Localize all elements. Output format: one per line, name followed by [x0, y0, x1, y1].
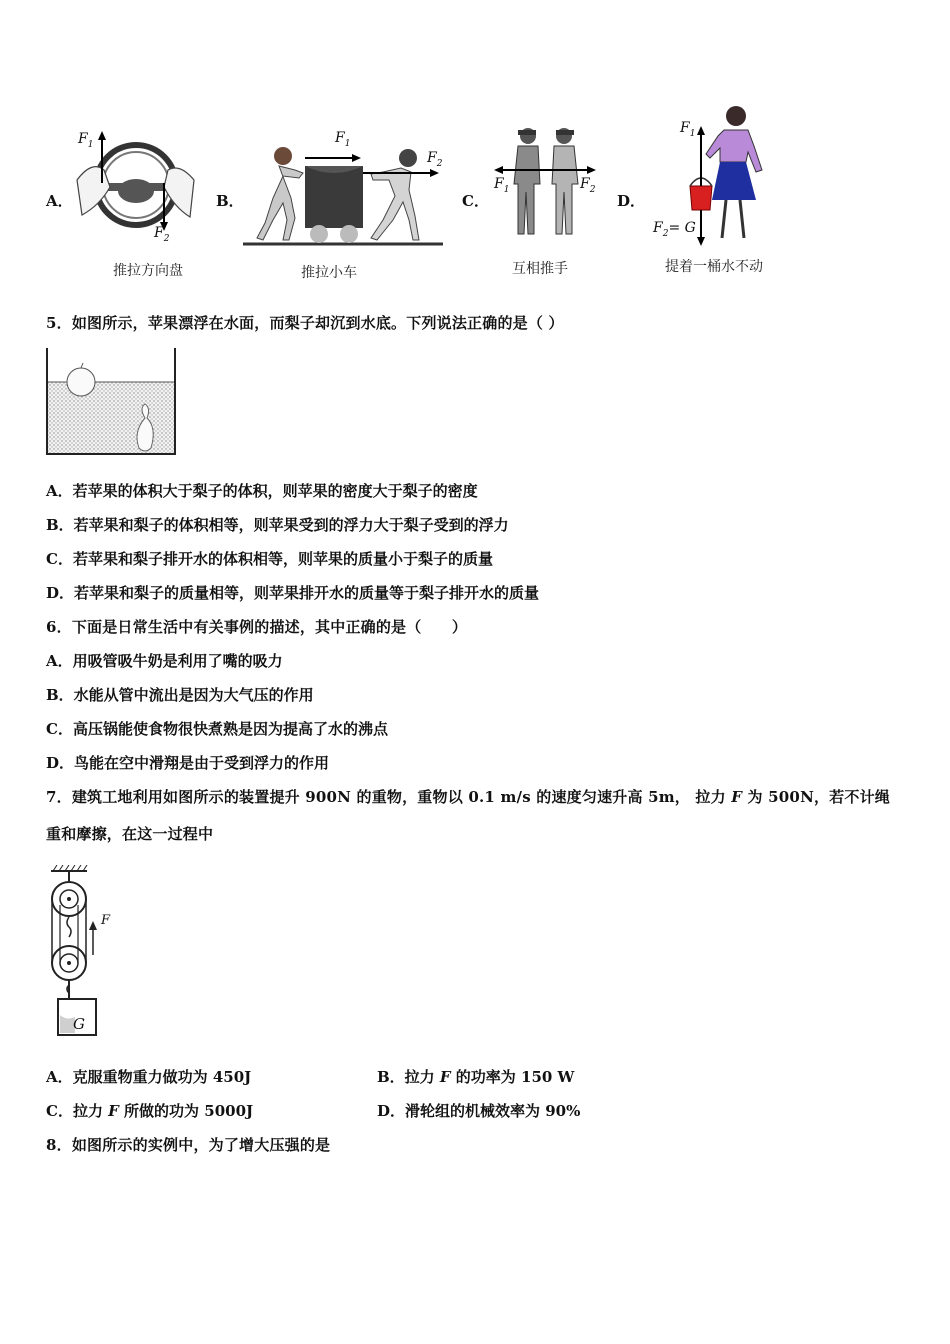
label-f1: $F_1$ [494, 176, 510, 195]
q6-option-b: B．水能从管中流出是因为大气压的作用 [46, 686, 314, 704]
question-7-stem-line1: 7．建筑工地利用如图所示的装置提升 900N 的重物，重物以 0.1 m/s 的速度匀速升高 5m， 拉力 F 为 500N，若不计绳 [46, 788, 890, 806]
q7-option-d: D．滑轮组的机械效率为 90% [377, 1102, 581, 1120]
pulley-icon [45, 865, 125, 1040]
label-f1: $F_1$ [78, 131, 94, 150]
label-f2: $F_2$ [154, 225, 170, 244]
figure-push-hands [490, 122, 602, 250]
water-tank-icon [45, 348, 177, 456]
q6-option-c: C．高压锅能使食物很快煮熟是因为提高了水的沸点 [46, 720, 388, 738]
figure-push-cart [243, 128, 443, 250]
q6-option-a: A．用吸管吸牛奶是利用了嘴的吸力 [46, 652, 283, 670]
caption-a: 推拉方向盘 [113, 263, 183, 279]
option-c-letter: C． [462, 192, 489, 210]
label-f: F [101, 913, 111, 928]
option-b-letter: B． [216, 192, 244, 210]
figure-steering-wheel [72, 125, 202, 245]
q5-option-d: D．若苹果和梨子的质量相等，则苹果排开水的质量等于梨子排开水的质量 [46, 584, 540, 602]
figure-hold-bucket [650, 100, 775, 250]
label-f1: $F_1$ [680, 120, 696, 139]
caption-d: 提着一桶水不动 [665, 259, 763, 275]
label-f2-equals-g: $F_2= G$ [653, 220, 696, 239]
question-6-stem: 6．下面是日常生活中有关事例的描述，其中正确的是（ ） [46, 618, 468, 636]
q5-option-a: A．若苹果的体积大于梨子的体积，则苹果的密度大于梨子的密度 [46, 482, 478, 500]
option-d-letter: D． [617, 192, 646, 210]
question-5-stem: 5．如图所示，苹果漂浮在水面，而梨子却沉到水底。下列说法正确的是（ ） [46, 314, 564, 332]
q6-option-d: D．鸟能在空中滑翔是由于受到浮力的作用 [46, 754, 330, 772]
label-f2: $F_2$ [427, 150, 443, 169]
label-f2: $F_2$ [580, 176, 596, 195]
q7-option-a: A．克服重物重力做功为 450J [46, 1068, 252, 1086]
option-a-letter: A． [46, 192, 73, 210]
q5-option-b: B．若苹果和梨子的体积相等，则苹果受到的浮力大于梨子受到的浮力 [46, 516, 509, 534]
figure-pulley-system [45, 865, 125, 1040]
q5-option-c: C．若苹果和梨子排开水的体积相等，则苹果的质量小于梨子的质量 [46, 550, 493, 568]
question-7-stem-line2: 重和摩擦，在这一过程中 [46, 825, 214, 843]
label-f1: $F_1$ [335, 130, 351, 149]
q7-option-b: B．拉力 F 的功率为 150 W [377, 1068, 575, 1086]
caption-c: 互相推手 [512, 261, 568, 277]
figure-apple-pear-tank [45, 348, 177, 456]
question-8-stem: 8．如图所示的实例中，为了增大压强的是 [46, 1136, 331, 1154]
label-g: G [73, 1015, 85, 1033]
caption-b: 推拉小车 [301, 265, 357, 281]
q7-option-c: C．拉力 F 所做的功为 5000J [46, 1102, 254, 1120]
